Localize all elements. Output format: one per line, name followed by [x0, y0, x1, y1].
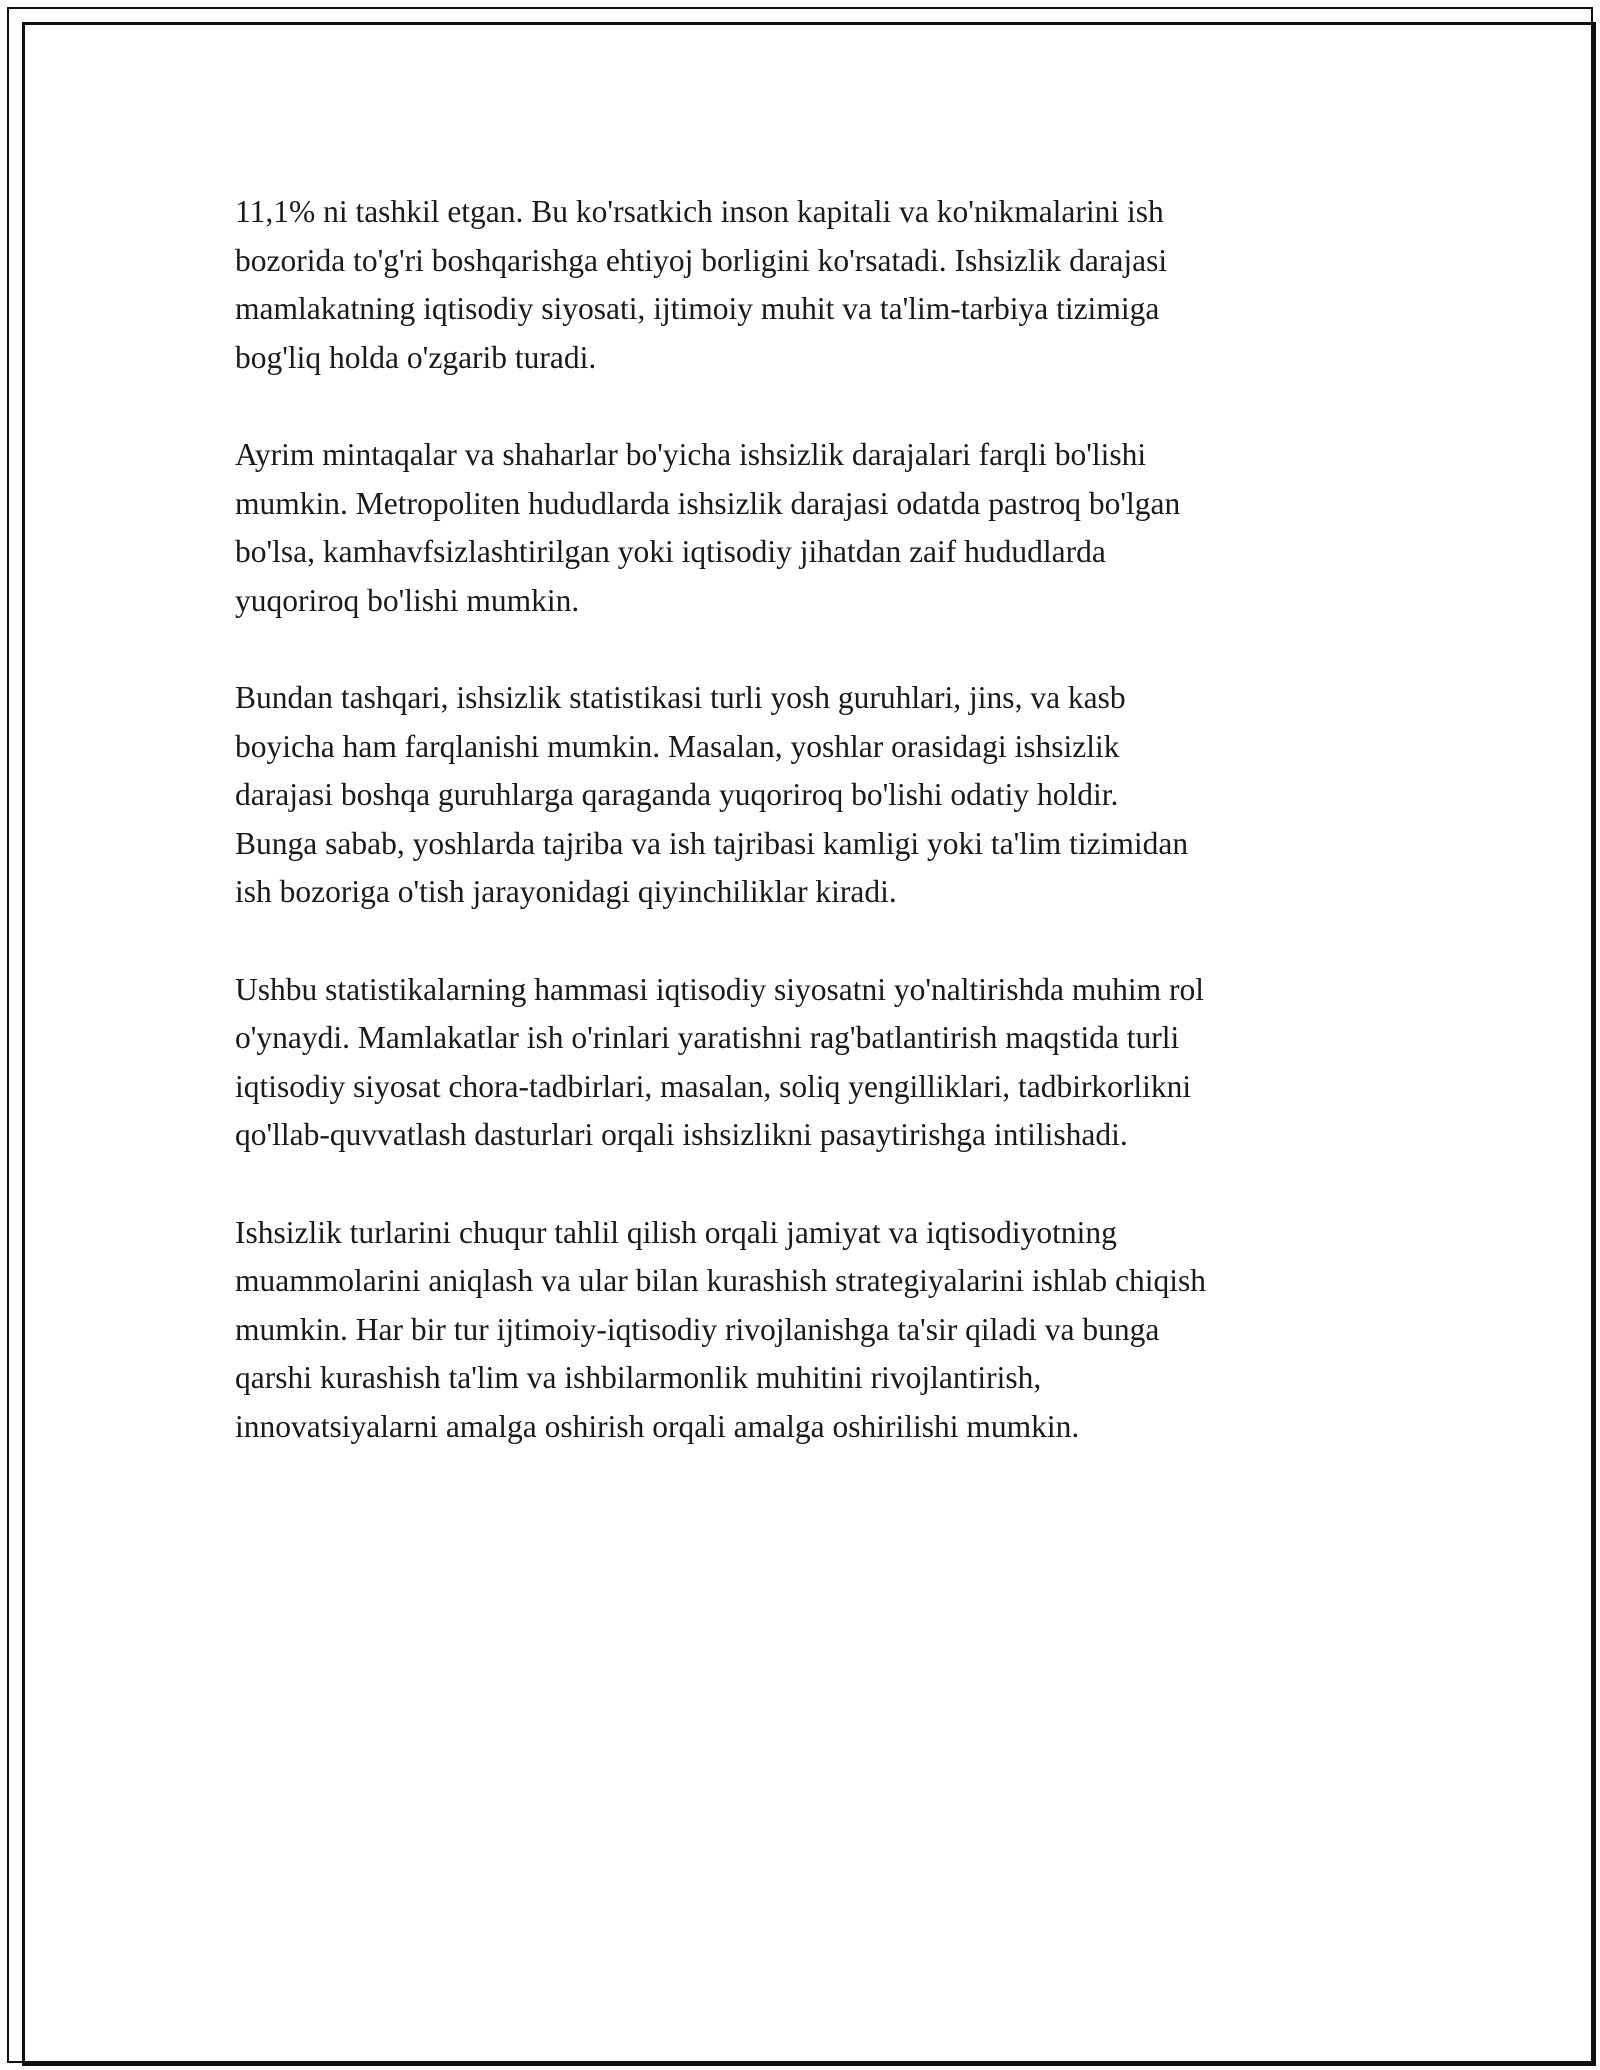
text-line: bozorida to'g'ri boshqarishga ehtiyoj borligini ko'rsatadi. Ishsizlik darajasi [235, 242, 1168, 278]
text-line: mamlakatning iqtisodiy siyosati, ijtimoiy muhit va ta'lim-tarbiya tizimiga [235, 291, 1160, 326]
paragraph-1 [235, 188, 1385, 382]
paragraph-2 [235, 431, 1385, 625]
text-line: qarshi kurashish ta'lim va ishbilarmonlik muhitini rivojlantirish, [235, 1360, 1042, 1395]
text-line: innovatsiyalarni amalga oshirish orqali amalga oshirilishi mumkin. [235, 1408, 1080, 1444]
text-line: Bunga sabab, yoshlarda tajriba va ish tajribasi kamligi yoki ta'lim tizimidan [235, 825, 1189, 861]
text-line: iqtisodiy siyosat chora-tadbirlari, masalan, soliq yengilliklari, tadbirkorlikni [235, 1068, 1192, 1104]
text-line: 11,1% ni tashkil etgan. Bu ko'rsatkich inson kapitali va ko'nikmalarini ish [235, 194, 1164, 229]
paragraph-3 [235, 674, 1385, 917]
text-line: Ayrim mintaqalar va shaharlar bo'yicha ishsizlik darajalari farqli bo'lishi [235, 437, 1147, 472]
text-line: Bundan tashqari, ishsizlik statistikasi turli yosh guruhlari, jins, va kasb [235, 680, 1126, 715]
paragraph-4 [235, 966, 1385, 1160]
text-line: bo'lsa, kamhavfsizlashtirilgan yoki iqtisodiy jihatdan zaif hududlarda [235, 534, 1106, 569]
text-line: darajasi boshqa guruhlarga qaraganda yuqoriroq bo'lishi odatiy holdir. [235, 777, 1119, 812]
document-body [235, 188, 1385, 1500]
text-line: Ushbu statistikalarning hammasi iqtisodiy siyosatni yo'naltirishda muhim rol [235, 971, 1204, 1007]
text-line: yuqoriroq bo'lishi mumkin. [235, 582, 580, 618]
text-line: Ishsizlik turlarini chuqur tahlil qilish orqali jamiyat va iqtisodiyotning [235, 1214, 1117, 1250]
text-line: bog'liq holda o'zgarib turadi. [235, 339, 597, 375]
text-line: ish bozoriga o'tish jarayonidagi qiyinchiliklar kiradi. [235, 874, 897, 909]
paragraph-5 [235, 1209, 1385, 1452]
text-line: boyicha ham farqlanishi mumkin. Masalan, yoshlar orasidagi ishsizlik [235, 728, 1120, 764]
text-line: qo'llab-quvvatlash dasturlari orqali ishsizlikni pasaytirishga intilishadi. [235, 1117, 1128, 1152]
text-line: o'ynaydi. Mamlakatlar ish o'rinlari yaratishni rag'batlantirish maqstida turli [235, 1020, 1180, 1055]
text-line: mumkin. Metropoliten hududlarda ishsizlik darajasi odatda pastroq bo'lgan [235, 485, 1181, 521]
text-line: mumkin. Har bir tur ijtimoiy-iqtisodiy rivojlanishga ta'sir qiladi va bunga [235, 1311, 1160, 1347]
text-line: muammolarini aniqlash va ular bilan kurashish strategiyalarini ishlab chiqish [235, 1263, 1207, 1298]
